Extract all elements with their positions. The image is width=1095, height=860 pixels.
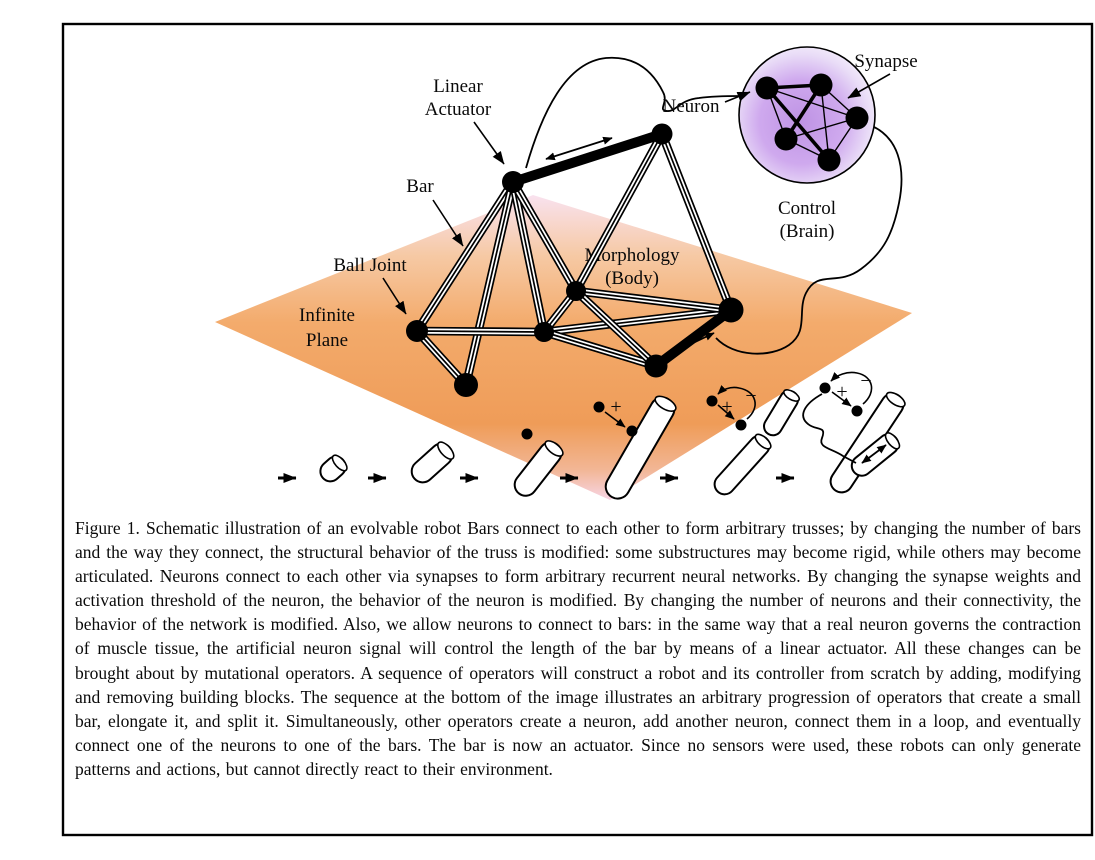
neuron-dot: [820, 383, 831, 394]
ball-joint: [502, 171, 524, 193]
infinite-plane-label-line1: Infinite: [299, 305, 355, 326]
minus-operator: −: [860, 370, 872, 392]
ball-joint: [645, 355, 668, 378]
ball-joint: [566, 281, 586, 301]
ball-joint: [652, 124, 673, 145]
neuron-label: Neuron: [662, 96, 720, 117]
infinite-plane-label-line2: Plane: [305, 330, 349, 351]
ball-joint: [719, 298, 744, 323]
linear-actuator-label-line2: Actuator: [424, 99, 492, 120]
morphology-label-line1: Morphology: [584, 245, 680, 266]
synapse-label: Synapse: [854, 51, 918, 72]
neuron-dot: [852, 406, 863, 417]
ball-joint: [534, 322, 554, 342]
plus-operator: +: [836, 381, 848, 403]
bar-label: Bar: [406, 176, 434, 197]
neuron-node: [756, 77, 779, 100]
linear-actuator-label-line1: Linear: [433, 76, 483, 97]
minus-operator: −: [745, 385, 757, 407]
neuron-dot: [627, 426, 638, 437]
neuron-node: [846, 107, 869, 130]
neuron-node: [775, 128, 798, 151]
truss-bar: [417, 331, 544, 332]
plus-operator: +: [610, 396, 622, 418]
ball-joint-label: Ball Joint: [333, 255, 407, 276]
neuron-dot: [736, 420, 747, 431]
figure-caption: Figure 1. Schematic illustration of an evolvable robot Bars connect to each other to form arbitrary trusses; by changing the number of bars and the way they connect, the structural behavior of the truss is modified: some substructures may become rigid, while others may become articulated. Neurons connect to each other via synapses to form arbitrary recurrent neural networks. By changing the synapse weights and activation threshold of the neuron, the behavior of the neuron is modified. By changing the number of neurons and their connectivity, the behavior of the network is modified. Also, we allow neurons to connect to bars: in the same way that a real neuron governs the contraction of muscle tissue, the artificial neuron signal will control the length of the bar by means of a linear actuator. All these changes can be brought about by mutational operators. A sequence of operators will construct a robot and its controller from scratch by adding, modifying and removing building blocks. The sequence at the bottom of the image illustrates an arbitrary progression of operators that create a small bar, elongate it, and split it. Simultaneously, other operators create a neuron, add another neuron, connect them in a loop, and eventually connect one of the neurons to one of the bars. The bar is now an actuator. Since no sensors were used, these robots can only generate patterns and actions, but cannot directly react to their environment.: [75, 518, 1081, 779]
control-label-line2: (Brain): [779, 221, 835, 242]
neuron-dot: [707, 396, 718, 407]
neuron-node: [818, 149, 841, 172]
neuron-node: [810, 74, 833, 97]
control-label-line1: Control: [777, 198, 837, 219]
ball-joint: [406, 320, 428, 342]
plus-operator: +: [721, 396, 733, 418]
ball-joint: [454, 373, 478, 397]
neuron-dot: [522, 429, 533, 440]
neuron-dot: [594, 402, 605, 413]
morphology-label-line2: (Body): [605, 268, 659, 289]
